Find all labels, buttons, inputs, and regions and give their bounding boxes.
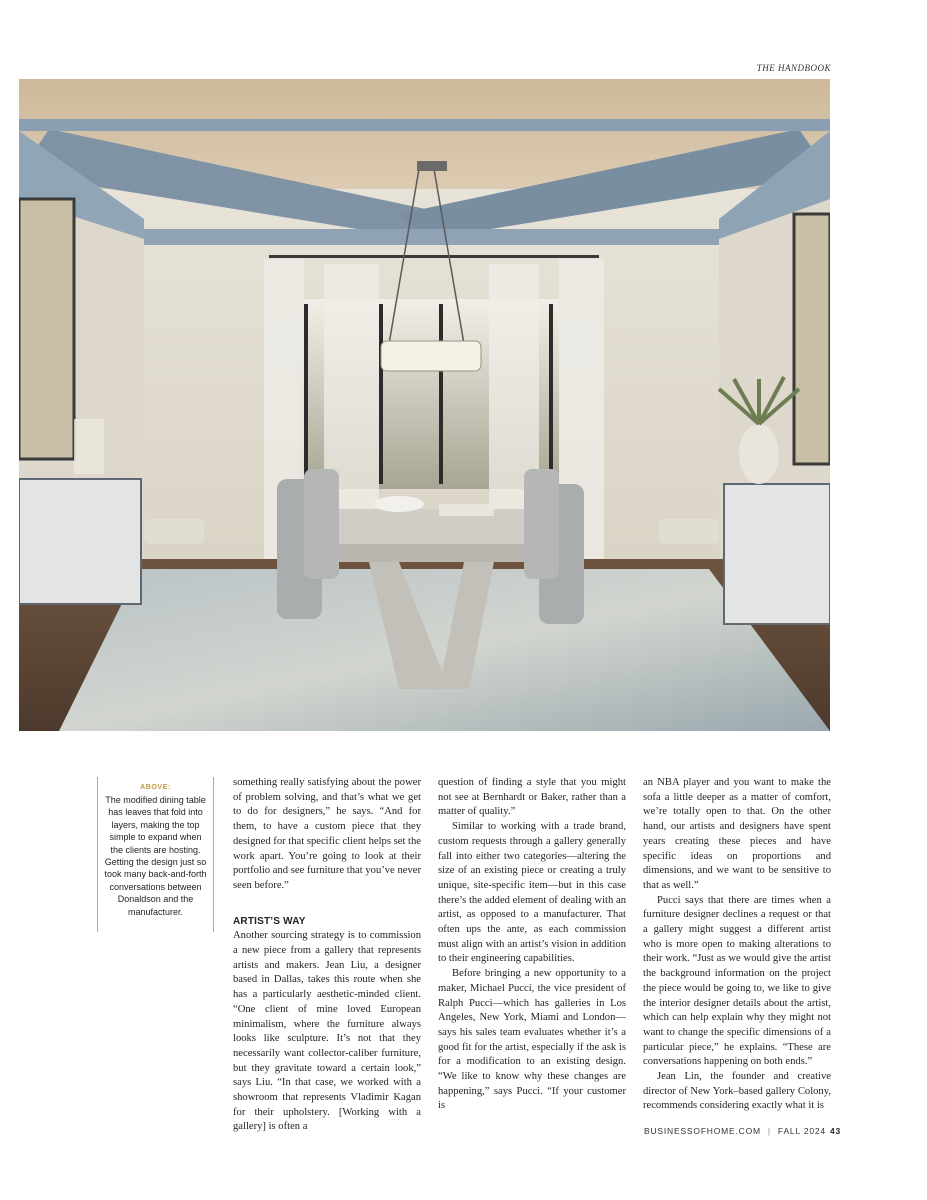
- subheading: ARTIST’S WAY: [233, 915, 306, 927]
- caption-label: ABOVE:: [140, 784, 171, 791]
- article-column-1: [233, 776, 421, 1135]
- section-label: THE HANDBOOK: [756, 63, 831, 73]
- footer-separator: |: [767, 1126, 771, 1136]
- article-column-2: [438, 776, 626, 1114]
- page-footer: [644, 1126, 841, 1136]
- paragraph: Pucci says that there are times when a furniture designer declines a request or that a gallery might suggest a different artist who is more open to making alterations to their work. “Just as we would give the artist the background information on the project the piece would be going to, we like to give the interior designer details about the artist, which can help explain why they might not want to change the specific dimensions of a particular piece,” he explains. “These are conversations happening on both ends.”: [643, 894, 831, 1068]
- paragraph: Before bringing a new opportunity to a maker, Michael Pucci, the vice president of Ralph Pucci—which has galleries in Los Angeles, New York, Miami and London—says his sales team evaluates whether it’s a good fit for the artist, especially if the ask is for a modification to an existing design. “We like to know why these changes are happening,” says Pucci. “If your customer is: [438, 968, 626, 1112]
- caption-text: The modified dining table has leaves that fold into layers, making the top simple to expand when the clients are hosting. Getting the design just so took many back-and-forth conversations between Donaldson and the manufacturer.: [104, 795, 207, 917]
- paragraph: an NBA player and you want to make the sofa a little deeper as a matter of comfort, we’re totally open to that. On the other hand, our artists and designers have spent years creating these pieces and have specific ideas on proportions and dimensions, and we want to be sensitive to that as well.”: [643, 777, 831, 891]
- publication-url: BUSINESSOFHOME.COM: [644, 1126, 761, 1136]
- paragraph: something really satisfying about the power of problem solving, and that’s what we get to do for designers,” he says. “And for them, to have a custom piece that they designed for that specific client helps set the work apart. You’re going to look at their portfolio and see furniture that you’ve never seen before.”: [233, 777, 421, 891]
- paragraph: Another sourcing strategy is to commission a new piece from a gallery that represents artists and makers. Jean Liu, a designer based in Dallas, takes this route when she has a particularly aesthetic-minded client. “One client of mine loved European minimalism, where the furniture always looks like sculpture. It’s not that they necessarily want collector-caliber furniture, but they gravitate toward a certain look,” says Liu. “In that case, we worked with a showroom that represents Vladimir Kagan for their upholstery. [Working with a gallery] is often a: [233, 930, 421, 1133]
- paragraph: Similar to working with a trade brand, custom requests through a gallery generally fall into either two categories—altering the size of an existing piece or creating a truly unique, site-specific item—but in this case there’s the added element of dealing with an artist, as opposed to a manufacturer. That often ups the ante, as each commission must align with an artist’s vision in addition to their engineering capabilities.: [438, 821, 626, 965]
- photo-caption: [97, 777, 214, 932]
- issue-date: FALL 2024: [777, 1126, 826, 1136]
- dining-room-photo: [19, 79, 830, 731]
- paragraph: question of finding a style that you might not see at Bernhardt or Baker, rather than a matter of quality.”: [438, 777, 626, 818]
- page-number: 43: [829, 1126, 841, 1136]
- article-column-3: [643, 776, 831, 1114]
- paragraph: Jean Lin, the founder and creative director of New York–based gallery Colony, recommends considering exactly what it is: [643, 1071, 831, 1112]
